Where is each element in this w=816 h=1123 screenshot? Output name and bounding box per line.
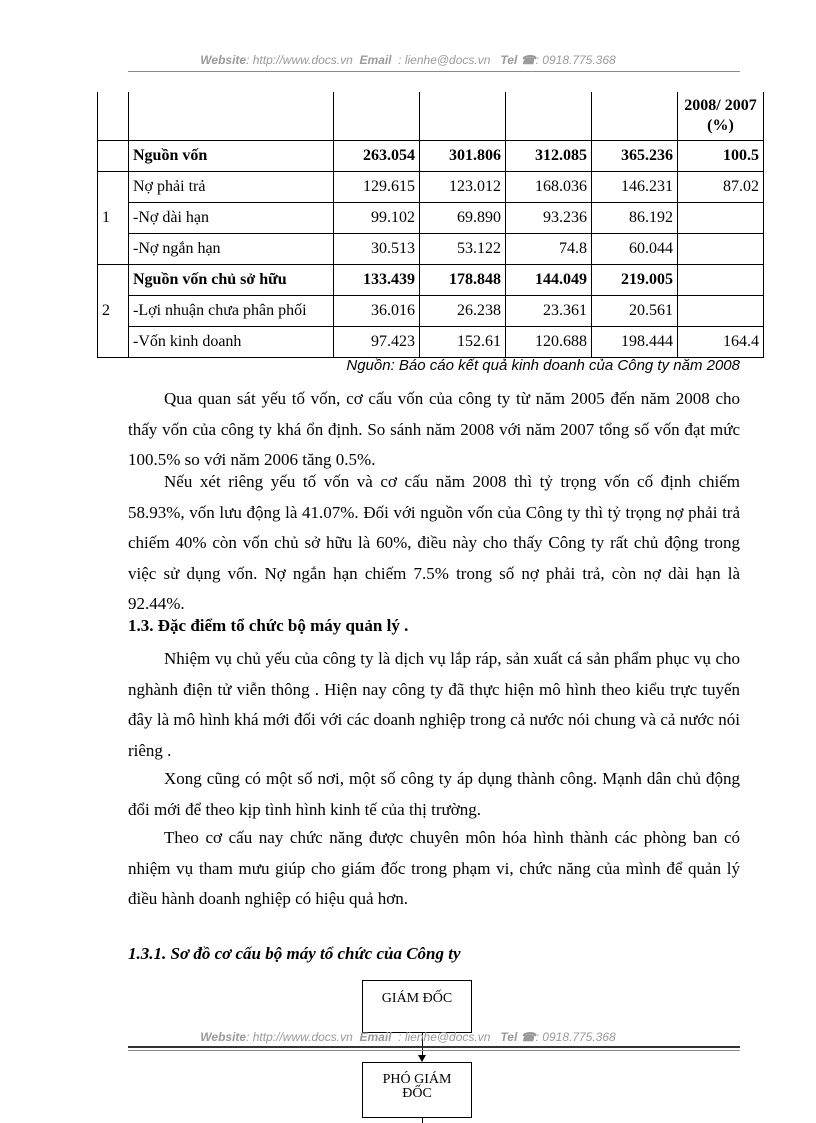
header-rule bbox=[128, 71, 740, 72]
row-label: -Nợ ngắn hạn bbox=[129, 234, 334, 265]
table-row: 2 Nguồn vốn chủ sở hữu 133.439 178.848 144.049 219.005 bbox=[98, 265, 764, 296]
ratio-column-header: 2008/ 2007 (%) bbox=[678, 92, 764, 141]
table-row: -Vốn kinh doanh 97.423 152.61 120.688 198.444 164.4 bbox=[98, 327, 764, 358]
row-label: Nguồn vốn bbox=[129, 141, 334, 172]
capital-table bbox=[97, 92, 764, 358]
row-label: -Vốn kinh doanh bbox=[129, 327, 334, 358]
table-row: Nguồn vốn 263.054 301.806 312.085 365.236 100.5 bbox=[98, 141, 764, 172]
footer-rule bbox=[128, 1046, 740, 1048]
body-paragraph: Xong cũng có một số nơi, một số công ty áp dụng thành công. Mạnh dân chủ động đổi mới để theo kịp tình hình kinh tế của thị trường. bbox=[128, 769, 740, 819]
footer-rule-thin bbox=[128, 1050, 740, 1051]
body-paragraph: Theo cơ cấu nay chức năng được chuyên môn hóa hình thành các phòng ban có nhiệm vụ tham mưu giúp cho giám đốc trong phạm vi, chức năng của mình để quản lý điều hành doanh nghiệp có hiệu quả hơn. bbox=[128, 828, 740, 908]
table-row: 1 Nợ phải trả 129.615 123.012 168.036 146.231 87.02 bbox=[98, 172, 764, 203]
website-label: Website bbox=[200, 53, 247, 67]
row-label: -Lợi nhuận chưa phân phối bbox=[129, 296, 334, 327]
body-paragraph: Nhiệm vụ chủ yếu của công ty là dịch vụ lắp ráp, sản xuất cá sản phẩm phục vụ cho nghành điện tử viễn thông . Hiện nay công ty đã thực hiện mô hình theo kiểu trực tuyến đây là mô hình khá mới đối với các doanh nghiệp trong cả nước nói chung và cả nước nói riêng . bbox=[128, 649, 740, 760]
page-header bbox=[0, 53, 816, 67]
subsection-heading: 1.3.1. Sơ đồ cơ cấu bộ máy tổ chức của Công ty bbox=[128, 944, 461, 963]
phone-icon: ☎ bbox=[520, 53, 536, 67]
website-value[interactable]: : http://www.docs.vn bbox=[246, 53, 353, 67]
org-box-director: GIÁM ĐỐC bbox=[362, 980, 472, 1033]
section-heading: 1.3. Đặc điểm tổ chức bộ máy quản lý . bbox=[128, 616, 409, 635]
row-label: -Nợ dài hạn bbox=[129, 203, 334, 234]
table-source-note: Nguồn: Báo cáo kết quả kinh doanh của Công ty năm 2008 bbox=[346, 357, 740, 374]
table-header-row bbox=[98, 92, 764, 141]
tel-label: Tel bbox=[500, 53, 518, 67]
table-row: -Lợi nhuận chưa phân phối 36.016 26.238 23.361 20.561 bbox=[98, 296, 764, 327]
email-label: Email bbox=[359, 53, 392, 67]
org-box-deputy-director: PHÓ GIÁM ĐỐC bbox=[362, 1062, 472, 1118]
org-connector bbox=[422, 1118, 423, 1123]
body-paragraph: Nếu xét riêng yếu tố vốn và cơ cấu năm 2008 thì tỷ trọng vốn cố định chiếm 58.93%, vốn lưu động là 41.07%. Đối với nguồn vốn của Công ty thì tỷ trọng nợ phải trả chiếm 40% còn vốn chủ sở hữu là 60%, điều này cho thấy Công ty rất chủ động trong việc sử dụng vốn. Nợ ngắn hạn chiếm 7.5% trong số nợ phải trả, còn nợ dài hạn là 92.44%. bbox=[128, 472, 740, 613]
table-row: -Nợ dài hạn 99.102 69.890 93.236 86.192 bbox=[98, 203, 764, 234]
row-label: Nợ phải trả bbox=[129, 172, 334, 203]
body-paragraph: Qua quan sát yếu tố vốn, cơ cấu vốn của công ty từ năm 2005 đến năm 2008 cho thấy vốn của công ty khá ổn định. So sánh năm 2008 với năm 2007 tổng số vốn đạt mức 100.5% so với năm 2006 tăng 0.5%. bbox=[128, 389, 740, 469]
tel-value: : 0918.775.368 bbox=[535, 53, 616, 67]
chevron-down-icon bbox=[418, 1055, 426, 1062]
row-number: 1 bbox=[98, 172, 129, 265]
email-value[interactable]: : lienhe@docs.vn bbox=[398, 53, 491, 67]
row-label: Nguồn vốn chủ sở hữu bbox=[129, 265, 334, 296]
row-number: 2 bbox=[98, 265, 129, 358]
page-footer: Website: http://www.docs.vn Email : lienhe@docs.vn Tel ☎: 0918.775.368 bbox=[200, 1030, 616, 1044]
table-row: -Nợ ngắn hạn 30.513 53.122 74.8 60.044 bbox=[98, 234, 764, 265]
